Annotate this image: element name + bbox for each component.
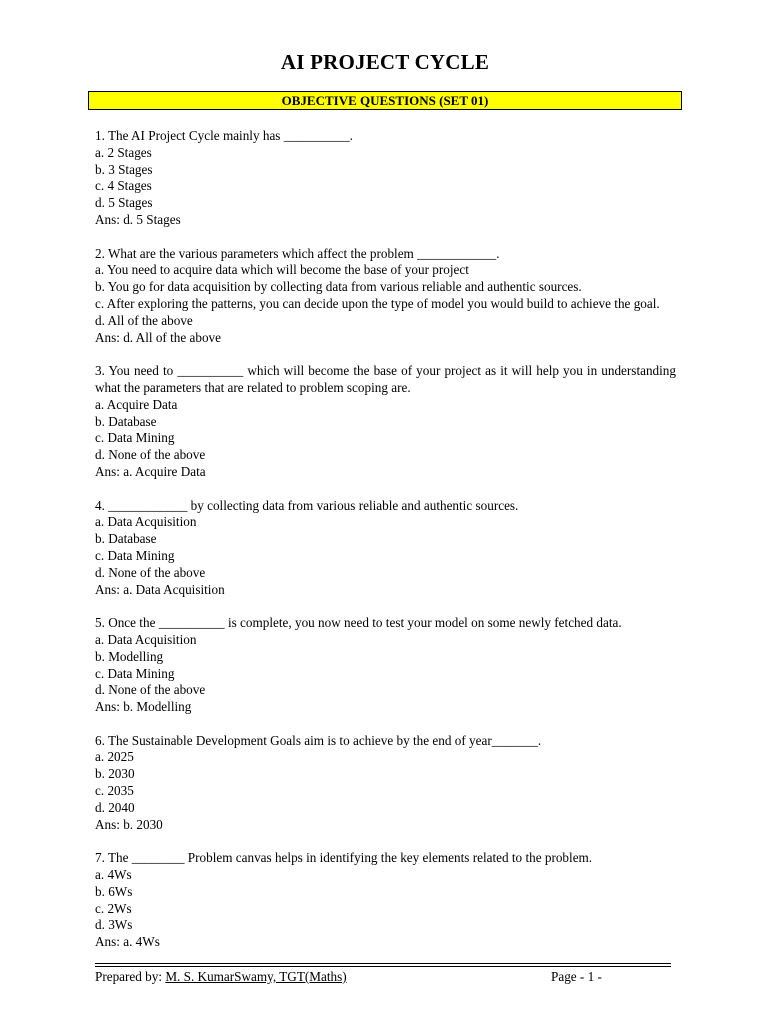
option-d: d. All of the above — [95, 312, 193, 328]
option-b: b. Database — [95, 531, 157, 547]
option-a: a. 2025 — [95, 749, 134, 765]
page-number: Page - 1 - — [551, 969, 602, 984]
option-a: a. Acquire Data — [95, 396, 178, 412]
question-3 — [95, 363, 676, 481]
option-a: a. You need to acquire data which will become the base of your project — [95, 262, 469, 278]
answer: Ans: a. Acquire Data — [95, 463, 206, 479]
answer: Ans: a. 4Ws — [95, 934, 160, 950]
question-text: 6. The Sustainable Development Goals aim is to achieve by the end of year_______. — [95, 732, 542, 748]
option-a: a. 2 Stages — [95, 144, 152, 160]
page-title: AI PROJECT CYCLE — [280, 50, 490, 74]
author-name: M. S. KumarSwamy, TGT(Maths) — [165, 969, 347, 984]
question-6 — [95, 733, 676, 834]
option-d: d. None of the above — [95, 564, 206, 580]
option-c: c. After exploring the patterns, you can decide upon the type of model you would build to achieve the goal. — [95, 295, 660, 311]
option-a: a. Data Acquisition — [95, 631, 197, 647]
option-d: d. None of the above — [95, 682, 206, 698]
answer: Ans: a. Data Acquisition — [95, 581, 225, 597]
question-text: 3. You need to __________ which will become the base of your project as it will help you in understanding what the parameters that are related to problem scoping are. — [95, 363, 676, 395]
option-b: b. 2030 — [95, 766, 135, 782]
option-c: c. Data Mining — [95, 665, 175, 681]
option-a: a. 4Ws — [95, 867, 132, 883]
section-banner: OBJECTIVE QUESTIONS (SET 01) — [88, 91, 682, 110]
question-7 — [95, 850, 676, 950]
footer-rule — [95, 963, 671, 964]
option-c: c. Data Mining — [95, 547, 175, 563]
option-b: b. Database — [95, 413, 157, 429]
answer: Ans: b. 2030 — [95, 816, 163, 832]
question-1 — [95, 128, 676, 229]
questions-list — [95, 128, 676, 950]
question-text: 7. The ________ Problem canvas helps in identifying the key elements related to the problem. — [95, 850, 593, 866]
question-text: 5. Once the __________ is complete, you now need to test your model on some newly fetched data. — [95, 615, 622, 631]
option-b: b. 3 Stages — [95, 161, 153, 177]
prepared-by-label: Prepared by: — [95, 969, 166, 984]
question-5 — [95, 615, 676, 716]
option-c: c. Data Mining — [95, 430, 175, 446]
option-a: a. Data Acquisition — [95, 514, 197, 530]
option-b: b. Modelling — [95, 648, 164, 664]
question-text: 2. What are the various parameters which affect the problem ____________. — [95, 245, 500, 261]
question-2 — [95, 246, 676, 347]
answer: Ans: d. 5 Stages — [95, 211, 181, 227]
answer: Ans: d. All of the above — [95, 329, 221, 345]
question-4 — [95, 498, 676, 599]
option-b: b. You go for data acquisition by collecting data from various reliable and authentic sources. — [95, 279, 582, 295]
answer: Ans: b. Modelling — [95, 699, 192, 715]
option-d: d. 3Ws — [95, 917, 133, 933]
question-text: 1. The AI Project Cycle mainly has __________. — [95, 128, 353, 143]
option-b: b. 6Ws — [95, 883, 133, 899]
option-d: d. None of the above — [95, 447, 206, 463]
footer-rule — [95, 966, 671, 967]
option-c: c. 2Ws — [95, 900, 132, 916]
option-d: d. 2040 — [95, 799, 135, 815]
option-c: c. 2035 — [95, 783, 134, 799]
page-footer — [95, 968, 671, 988]
option-c: c. 4 Stages — [95, 178, 152, 194]
option-d: d. 5 Stages — [95, 195, 153, 211]
question-text: 4. ____________ by collecting data from various reliable and authentic sources. — [95, 497, 519, 513]
